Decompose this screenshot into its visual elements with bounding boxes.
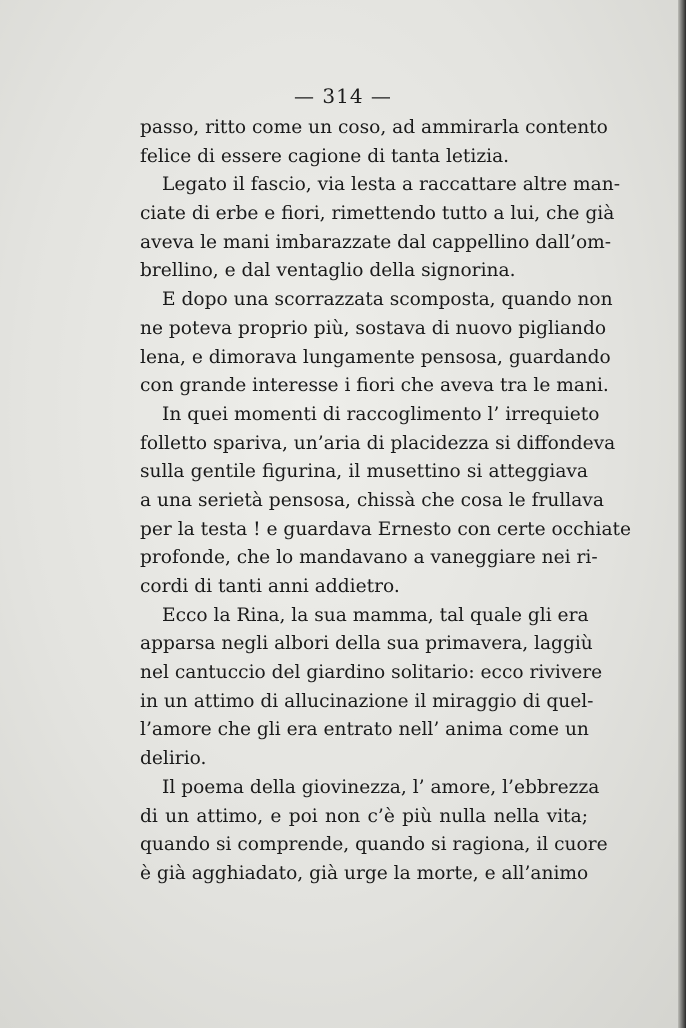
body-text <box>140 114 632 889</box>
text-line: felice di essere cagione di tanta letizia. <box>140 145 510 167</box>
text-line: passo, ritto come un coso, ad ammirarla contento <box>140 117 608 138</box>
text-line: aveva le mani imbarazzate dal cappellino dall’om- <box>140 231 612 253</box>
text-line: ciate di erbe e fiori, rimettendo tutto a lui, che già <box>140 203 615 225</box>
text-line: E dopo una scorrazzata scomposta, quando non <box>162 289 613 311</box>
text-line: quando si comprende, quando si ragiona, il cuore <box>140 834 608 856</box>
text-line: Il poema della giovinezza, l’ amore, l’ebbrezza <box>162 776 600 798</box>
text-line: in un attimo di allucinazione il miraggio di quel- <box>140 690 594 712</box>
text-line: In quei momenti di raccoglimento l’ irrequieto <box>162 403 600 425</box>
text-line: cordi di tanti anni addietro. <box>140 576 400 597</box>
text-line: apparsa negli albori della sua primavera, laggiù <box>140 633 593 655</box>
text-line: nel cantuccio del giardino solitario: ecco rivivere <box>140 662 603 684</box>
text-line: delirio. <box>140 748 207 770</box>
text-line: l’amore che gli era entrato nell’ anima come un <box>140 719 589 741</box>
text-line: Legato il fascio, via lesta a raccattare altre man- <box>162 174 621 196</box>
text-line: sulla gentile figurina, il musettino si atteggiava <box>140 461 588 483</box>
text-line: di un attimo, e poi non c’è più nulla nella vita; <box>140 805 588 827</box>
text-line: è già agghiadato, già urge la morte, e all’animo <box>140 862 589 884</box>
text-line: ne poteva proprio più, sostava di nuovo pigliando <box>140 317 607 339</box>
text-line: con grande interesse i fiori che aveva tra le mani. <box>140 375 609 397</box>
text-line: folletto spariva, un’aria di placidezza si diffondeva <box>140 432 616 454</box>
text-line: per la testa ! e guardava Ernesto con certe occhiate <box>140 518 632 540</box>
text-line: lena, e dimorava lungamente pensosa, guardando <box>140 346 611 368</box>
page-binding-edge <box>678 0 686 1028</box>
text-line: Ecco la Rina, la sua mamma, tal quale gli era <box>162 604 589 626</box>
page-number: — 314 — <box>294 84 392 108</box>
text-line: a una serietà pensosa, chissà che cosa le frullava <box>140 489 604 511</box>
text-line: profonde, che lo mandavano a vaneggiare nei ri- <box>140 547 598 569</box>
text-line: brellino, e dal ventaglio della signorina. <box>140 260 516 282</box>
